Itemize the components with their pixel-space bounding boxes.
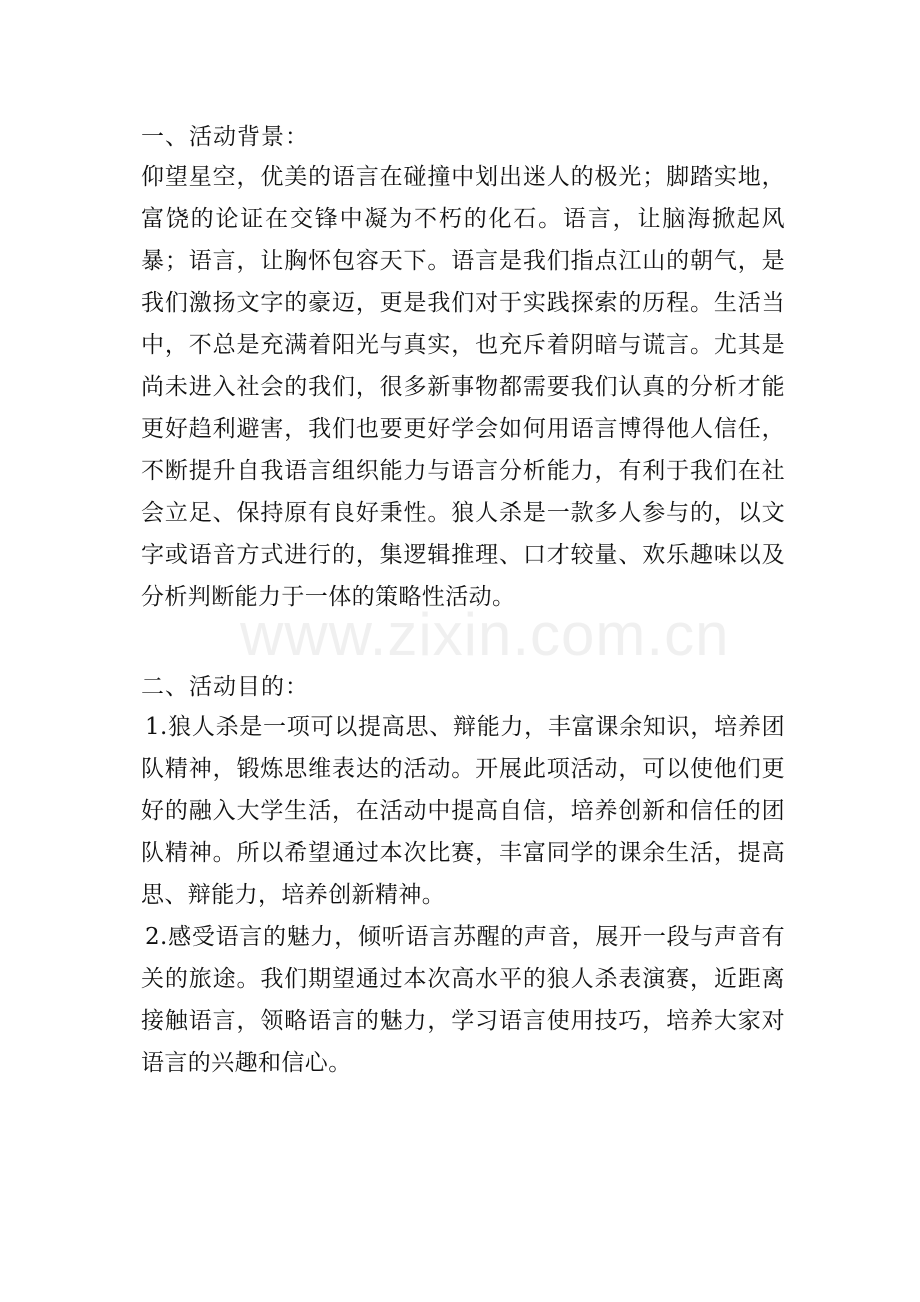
section-heading-purpose: 二、活动目的： (141, 674, 309, 700)
purpose-item-1: 1.狼人杀是一项可以提高思、辩能力，丰富课余知识，培养团队精神，锻炼思维表达的活动。开展此项活动，可以使他们更好的融入大学生活，在活动中提高自信，培养创新和信任的团队精神。所以希望通过本次比赛，丰富同学的课余生活，提高思、辩能力，培养创新精神。 (141, 714, 785, 908)
document-body (141, 118, 785, 1084)
purpose-item-2: 2.感受语言的魅力，倾听语言苏醒的声音，展开一段与声音有关的旅途。我们期望通过本次高水平的狼人杀表演赛，近距离接触语言，领略语言的魅力，学习语言使用技巧，培养大家对语言的兴趣和信心。 (141, 924, 785, 1076)
watermark: www.zixin.com.cn (240, 601, 730, 668)
section-heading-background: 一、活动背景： (141, 124, 309, 150)
section-spacer (141, 618, 785, 668)
background-paragraph: 仰望星空，优美的语言在碰撞中划出迷人的极光；脚踏实地，富饶的论证在交锋中凝为不朽的化石。语言，让脑海掀起风暴；语言，让胸怀包容天下。语言是我们指点江山的朝气，是我们激扬文字的豪迈，更是我们对于实践探索的历程。生活当中，不总是充满着阳光与真实，也充斥着阴暗与谎言。尤其是尚未进入社会的我们，很多新事物都需要我们认真的分析才能更好趋利避害，我们也要更好学会如何用语言博得他人信任，不断提升自我语言组织能力与语言分析能力，有利于我们在社会立足、保持原有良好秉性。狼人杀是一款多人参与的，以文字或语音方式进行的，集逻辑推理、口才较量、欢乐趣味以及分析判断能力于一体的策略性活动。 (141, 164, 785, 610)
